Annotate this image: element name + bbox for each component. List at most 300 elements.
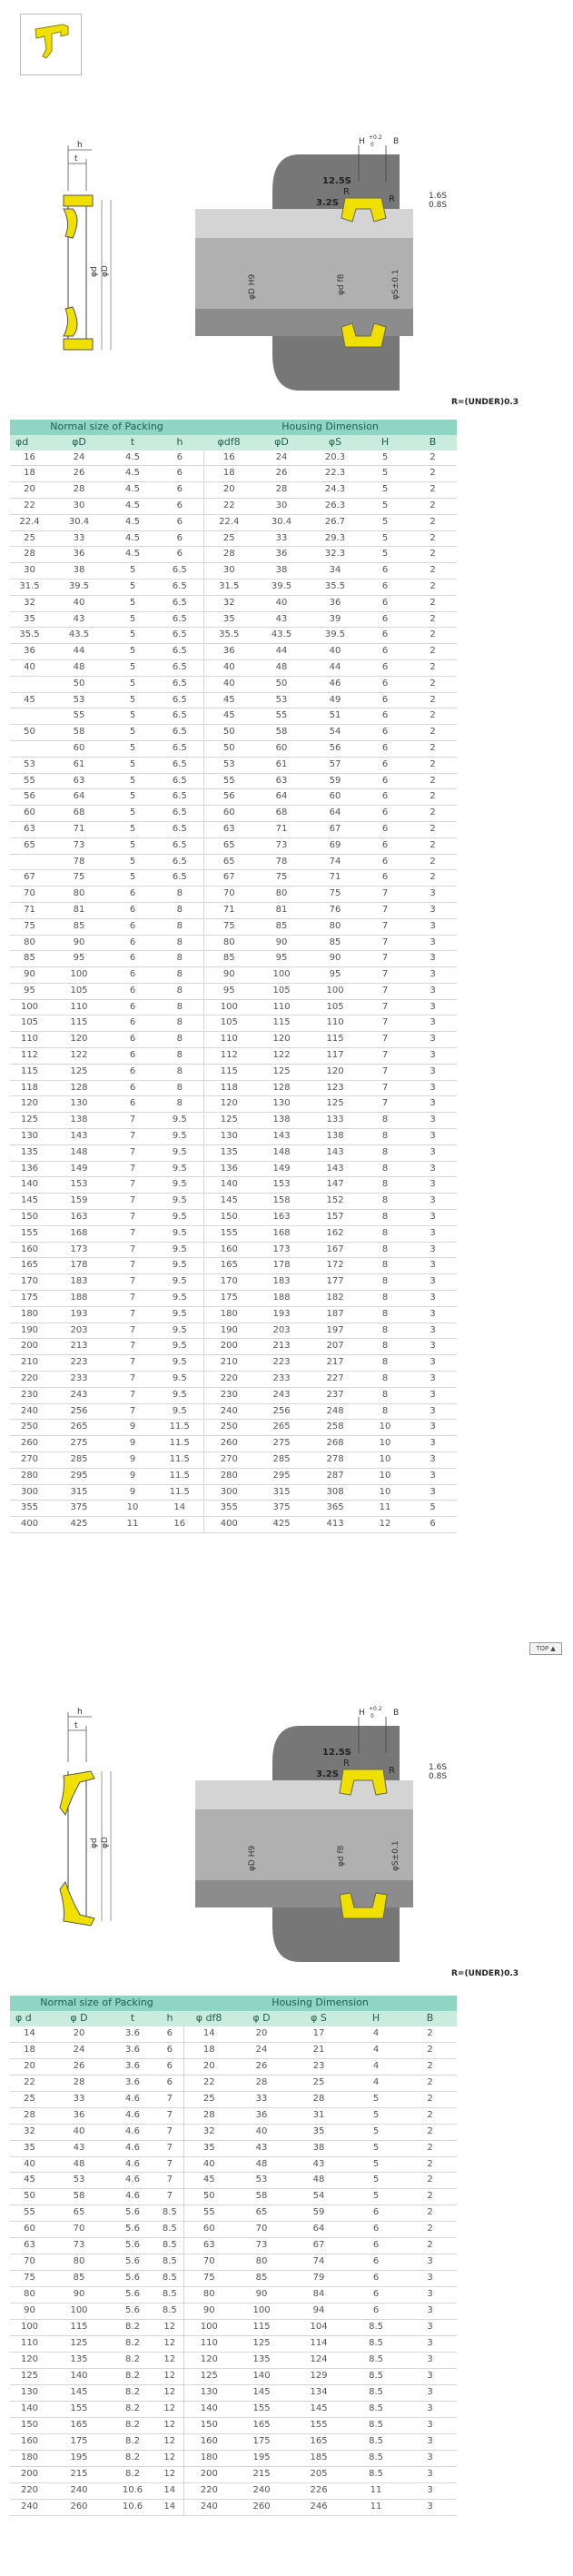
table-cell: 187	[309, 1306, 361, 1323]
table-cell: 3	[409, 918, 457, 935]
table-cell: 100	[309, 983, 361, 999]
table-cell: 240	[203, 1403, 254, 1420]
table-cell: 223	[254, 1355, 309, 1372]
table-cell: 8	[156, 999, 203, 1016]
label-rod-phi-d: φd f8	[337, 273, 346, 295]
table-cell: 125	[10, 1113, 49, 1129]
table-cell: 30.4	[49, 514, 109, 530]
table-cell: 178	[254, 1258, 309, 1274]
table-cell: 3	[409, 1080, 457, 1096]
table-cell: 3	[409, 1258, 457, 1274]
table-cell: 8.5	[156, 2222, 183, 2238]
table-cell: 80	[10, 935, 49, 951]
table-cell: 135	[234, 2352, 289, 2368]
table-cell: 115	[254, 1016, 309, 1032]
table-cell: 6	[349, 2271, 403, 2287]
table-cell: 8	[156, 983, 203, 999]
label-B: B	[393, 1709, 400, 1718]
table-row	[10, 2173, 457, 2189]
label-surface-1-6S: 1.6S	[429, 1763, 448, 1772]
table-cell: 70	[10, 2254, 49, 2271]
table-cell: 3	[409, 1161, 457, 1177]
table-cell: 425	[254, 1517, 309, 1533]
label-surface-3-2S: 3.2S	[316, 1769, 339, 1779]
table-row	[10, 2271, 457, 2287]
table-cell: 64	[289, 2222, 349, 2238]
table-cell: 71	[254, 821, 309, 837]
table-cell: 183	[254, 1274, 309, 1291]
table-cell: 6	[109, 1096, 156, 1113]
table-row	[10, 595, 457, 611]
table-cell: 95	[254, 951, 309, 967]
table-cell: 3	[409, 1484, 457, 1501]
table-cell: 125	[49, 1064, 109, 1080]
table-cell: 237	[309, 1387, 361, 1403]
table-row	[10, 2124, 457, 2140]
table-cell: 8.5	[156, 2287, 183, 2304]
table-cell: 8.2	[109, 2368, 156, 2384]
table-cell: 25	[203, 530, 254, 547]
table-cell: 2	[403, 2026, 457, 2042]
table-cell: 7	[109, 1144, 156, 1161]
table-cell: 65	[203, 837, 254, 854]
table-cell: 11	[361, 1501, 409, 1517]
table-cell: 8	[156, 887, 203, 903]
table-cell: 85	[254, 918, 309, 935]
column-header: t	[109, 2011, 156, 2026]
table-cell: 140	[234, 2368, 289, 2384]
table-cell: 413	[309, 1517, 361, 1533]
table-cell: 4.6	[109, 2091, 156, 2107]
table-cell: 29.3	[309, 530, 361, 547]
table-cell: 22	[10, 2075, 49, 2091]
table-cell: 6	[109, 1016, 156, 1032]
table-cell: 233	[49, 1372, 109, 1388]
table-cell: 287	[309, 1468, 361, 1484]
table-cell: 5.6	[109, 2287, 156, 2304]
table-row	[10, 1048, 457, 1065]
table-cell: 5	[109, 854, 156, 870]
table-cell: 8	[361, 1355, 409, 1372]
table-cell: 78	[49, 854, 109, 870]
table-row	[10, 935, 457, 951]
table-cell: 100	[10, 999, 49, 1016]
table-cell: 8	[361, 1161, 409, 1177]
table-cell: 8.5	[349, 2466, 403, 2482]
table-cell: 170	[203, 1274, 254, 1291]
table-cell: 295	[254, 1468, 309, 1484]
table-cell: 63	[10, 821, 49, 837]
table-row	[10, 1339, 457, 1355]
table-cell: 2	[409, 740, 457, 757]
table-row	[10, 2026, 457, 2042]
table-cell: 95	[309, 967, 361, 984]
table-cell: 70	[203, 887, 254, 903]
table-cell: 33	[234, 2091, 289, 2107]
table-cell: 35	[183, 2140, 234, 2156]
table-row	[10, 1210, 457, 1226]
table-cell: 165	[203, 1258, 254, 1274]
table-cell: 22.4	[203, 514, 254, 530]
table-row	[10, 530, 457, 547]
table-cell: 4.6	[109, 2124, 156, 2140]
table-cell: 20	[203, 482, 254, 499]
table-cell: 100	[10, 2320, 49, 2336]
table-cell: 6	[156, 451, 203, 466]
table-row	[10, 870, 457, 887]
table-cell: 100	[183, 2320, 234, 2336]
table-cell: 5	[109, 579, 156, 595]
table-cell: 58	[49, 725, 109, 741]
table-cell: 6	[361, 837, 409, 854]
table-cell: 7	[156, 2091, 183, 2107]
table-cell: 24	[234, 2042, 289, 2058]
table-cell: 6	[409, 1517, 457, 1533]
table-cell: 105	[203, 1016, 254, 1032]
table-cell: 8.5	[349, 2401, 403, 2417]
table-cell: 6	[109, 887, 156, 903]
packing-section-left	[64, 145, 111, 350]
table-cell: 61	[254, 757, 309, 773]
table-cell: 240	[10, 2499, 49, 2515]
table-cell: 45	[183, 2173, 234, 2189]
table-cell: 155	[289, 2417, 349, 2433]
table-row	[10, 757, 457, 773]
table-cell: 50	[203, 740, 254, 757]
table-cell: 28	[10, 2107, 49, 2124]
table-cell: 9.5	[156, 1355, 203, 1372]
table-cell: 9.5	[156, 1387, 203, 1403]
column-header: φD	[254, 435, 309, 451]
label-t: t	[74, 1721, 78, 1730]
table-row	[10, 611, 457, 628]
table-cell: 53	[49, 692, 109, 708]
table-cell: 46	[309, 676, 361, 692]
table-cell: 71	[203, 902, 254, 918]
table-cell: 3	[409, 1452, 457, 1469]
table-cell: 6	[156, 2042, 183, 2058]
table-row	[10, 2238, 457, 2254]
table-cell: 167	[309, 1242, 361, 1258]
table-cell: 6.5	[156, 676, 203, 692]
table-cell: 285	[254, 1452, 309, 1469]
table-cell: 220	[10, 2482, 49, 2499]
table-cell: 110	[309, 1016, 361, 1032]
table-cell: 145	[10, 1194, 49, 1210]
table-cell: 115	[49, 2320, 109, 2336]
table-cell: 6.5	[156, 644, 203, 660]
table-cell: 3	[409, 902, 457, 918]
table-cell: 6	[156, 482, 203, 499]
table-cell: 8.5	[156, 2304, 183, 2320]
table-cell: 40	[10, 659, 49, 676]
column-header: φd	[10, 435, 49, 451]
table-cell: 10	[109, 1501, 156, 1517]
table-cell: 8	[156, 1048, 203, 1065]
table-cell: 188	[49, 1291, 109, 1307]
table-cell: 200	[183, 2466, 234, 2482]
table-cell: 68	[254, 806, 309, 822]
table-cell: 150	[183, 2417, 234, 2433]
table-cell: 6	[109, 1048, 156, 1065]
table-cell: 5	[349, 2107, 403, 2124]
table-cell: 36	[49, 2107, 109, 2124]
table-cell: 63	[49, 773, 109, 789]
table-row	[10, 1080, 457, 1096]
table-cell: 9.5	[156, 1161, 203, 1177]
table-cell: 55	[10, 2205, 49, 2222]
table-cell: 3.6	[109, 2026, 156, 2042]
table-cell: 268	[309, 1436, 361, 1452]
table-cell: 11.5	[156, 1436, 203, 1452]
label-phi-S: φS±0.1	[391, 1840, 400, 1871]
table-cell: 125	[183, 2368, 234, 2384]
table-row	[10, 967, 457, 984]
table-cell: 11	[349, 2499, 403, 2515]
table-cell: 3	[409, 1194, 457, 1210]
table-cell: 31.5	[10, 579, 49, 595]
table-cell: 3	[403, 2254, 457, 2271]
table-cell: 5.6	[109, 2254, 156, 2271]
table-cell: 243	[254, 1387, 309, 1403]
table-cell: 12	[156, 2417, 183, 2433]
table-cell: 6	[361, 659, 409, 676]
table-cell: 227	[309, 1372, 361, 1388]
table-cell: 9.5	[156, 1113, 203, 1129]
column-header: φ d	[10, 2011, 49, 2026]
table-cell: 3	[409, 983, 457, 999]
table-cell: 200	[10, 1339, 49, 1355]
table-row	[10, 2304, 457, 2320]
table-cell: 136	[10, 1161, 49, 1177]
table-cell: 8.5	[349, 2352, 403, 2368]
column-header: φ S	[289, 2011, 349, 2026]
table-cell: 30.4	[254, 514, 309, 530]
table-cell: 60	[309, 789, 361, 806]
table-cell: 300	[203, 1484, 254, 1501]
label-H-tol: +0.2	[369, 134, 382, 141]
table-cell: 40	[309, 644, 361, 660]
top-button[interactable]: TOP ▲	[529, 1642, 562, 1655]
table-cell: 168	[49, 1225, 109, 1242]
table-cell: 7	[109, 1355, 156, 1372]
table-cell: 3	[409, 1468, 457, 1484]
table-cell: 6.5	[156, 773, 203, 789]
table-cell: 44	[254, 644, 309, 660]
table-row	[10, 1064, 457, 1080]
table-cell: 90	[234, 2287, 289, 2304]
table-cell: 118	[203, 1080, 254, 1096]
table-cell: 160	[10, 1242, 49, 1258]
table-cell: 138	[254, 1113, 309, 1129]
table-cell: 35	[10, 2140, 49, 2156]
table-cell: 7	[109, 1113, 156, 1129]
column-header: φdf8	[203, 435, 254, 451]
table-cell: 90	[10, 967, 49, 984]
table-cell: 118	[10, 1080, 49, 1096]
table-cell: 75	[183, 2271, 234, 2287]
table-cell: 50	[10, 2189, 49, 2205]
table-cell: 9.5	[156, 1144, 203, 1161]
table-cell: 105	[309, 999, 361, 1016]
table-cell: 90	[49, 935, 109, 951]
table-cell: 67	[10, 870, 49, 887]
table-cell: 100	[254, 967, 309, 984]
table-cell: 8	[156, 1096, 203, 1113]
table-cell: 6	[109, 1064, 156, 1080]
table-cell: 22	[203, 498, 254, 514]
table-cell: 8.5	[156, 2271, 183, 2287]
table-cell: 26	[234, 2058, 289, 2075]
table-cell: 7	[109, 1291, 156, 1307]
table-cell: 48	[49, 2156, 109, 2173]
table-cell: 85	[309, 935, 361, 951]
table-cell: 256	[254, 1403, 309, 1420]
table-cell: 158	[254, 1194, 309, 1210]
table-cell: 7	[361, 983, 409, 999]
table-cell	[10, 676, 49, 692]
table-cell: 53	[49, 2173, 109, 2189]
table-cell: 168	[254, 1225, 309, 1242]
housing-rod-section	[195, 154, 413, 391]
table-cell: 73	[49, 2238, 109, 2254]
table-cell: 157	[309, 1210, 361, 1226]
table-cell: 4	[349, 2042, 403, 2058]
table-cell: 7	[361, 1048, 409, 1065]
label-phi-D: φD	[101, 1837, 110, 1848]
table-row	[10, 773, 457, 789]
table-cell: 120	[10, 2352, 49, 2368]
table-cell: 3	[409, 1339, 457, 1355]
table-cell: 6	[109, 1080, 156, 1096]
group-header-housing: Housing Dimension	[203, 420, 457, 435]
table-row	[10, 1452, 457, 1469]
table-cell: 110	[10, 1032, 49, 1048]
table-cell: 75	[203, 918, 254, 935]
group-header-packing: Normal size of Packing	[10, 1996, 183, 2011]
table-cell: 5.6	[109, 2238, 156, 2254]
table-cell: 3	[409, 1387, 457, 1403]
table-cell: 44	[49, 644, 109, 660]
table-cell: 75	[254, 870, 309, 887]
table-cell: 36	[254, 547, 309, 563]
table-row	[10, 1113, 457, 1129]
table-row	[10, 1258, 457, 1274]
table-row	[10, 725, 457, 741]
table-cell: 36	[309, 595, 361, 611]
table-cell: 26	[49, 466, 109, 482]
table-cell: 140	[10, 2401, 49, 2417]
table-cell: 50	[203, 725, 254, 741]
label-H-tol: +0.2	[369, 1706, 382, 1712]
table-cell: 256	[49, 1403, 109, 1420]
table-cell: 5.6	[109, 2304, 156, 2320]
table-cell: 40	[10, 2156, 49, 2173]
table-cell: 75	[10, 918, 49, 935]
table-cell: 6	[156, 547, 203, 563]
table-cell: 133	[309, 1113, 361, 1129]
table-cell: 6	[349, 2254, 403, 2271]
table-cell: 300	[10, 1484, 49, 1501]
table-cell: 280	[10, 1468, 49, 1484]
table-cell: 28	[203, 547, 254, 563]
table-cell: 6	[361, 563, 409, 580]
table-cell: 43	[254, 611, 309, 628]
table-cell: 2	[403, 2222, 457, 2238]
table-row	[10, 644, 457, 660]
table-cell: 400	[203, 1517, 254, 1533]
table-cell: 28	[234, 2075, 289, 2091]
table-cell: 120	[309, 1064, 361, 1080]
table-cell: 6	[361, 725, 409, 741]
table-cell: 5	[361, 451, 409, 466]
table-cell: 3	[403, 2271, 457, 2287]
table-cell: 165	[289, 2433, 349, 2450]
table-cell: 3	[403, 2433, 457, 2450]
table-cell: 207	[309, 1339, 361, 1355]
table-cell: 162	[309, 1225, 361, 1242]
table-cell: 210	[203, 1355, 254, 1372]
table-cell: 4.5	[109, 466, 156, 482]
table-cell: 6.5	[156, 611, 203, 628]
table-cell: 240	[183, 2499, 234, 2515]
table-cell: 205	[289, 2466, 349, 2482]
table-cell: 159	[49, 1194, 109, 1210]
table-cell: 6	[361, 628, 409, 644]
table-row	[10, 999, 457, 1016]
table-cell: 143	[49, 1129, 109, 1145]
label-H-tol2: 0	[370, 1713, 374, 1719]
table-cell: 3	[409, 1096, 457, 1113]
table-cell: 8	[361, 1258, 409, 1274]
table-cell: 33	[254, 530, 309, 547]
table-cell: 3	[409, 1064, 457, 1080]
table-cell: 217	[309, 1355, 361, 1372]
table-cell: 6	[361, 821, 409, 837]
table-cell: 100	[49, 2304, 109, 2320]
table-cell: 265	[49, 1420, 109, 1436]
table-cell: 8.2	[109, 2466, 156, 2482]
radius-note: R=(UNDER)0.3	[451, 398, 519, 407]
table-cell: 170	[10, 1274, 49, 1291]
table-cell: 143	[309, 1161, 361, 1177]
table-cell: 80	[309, 918, 361, 935]
table-cell: 9.5	[156, 1129, 203, 1145]
table-cell: 9.5	[156, 1242, 203, 1258]
table-cell: 39	[309, 611, 361, 628]
table-cell: 8.2	[109, 2450, 156, 2466]
table-cell: 4.5	[109, 547, 156, 563]
table-cell: 12	[156, 2352, 183, 2368]
table-cell: 129	[289, 2368, 349, 2384]
label-phi-S: φS±0.1	[391, 269, 400, 300]
table-cell: 7	[156, 2156, 183, 2173]
table-cell: 258	[309, 1420, 361, 1436]
table-cell: 53	[254, 692, 309, 708]
table-row	[10, 1501, 457, 1517]
table-cell: 220	[183, 2482, 234, 2499]
table-cell: 3	[409, 1323, 457, 1339]
table-cell: 230	[203, 1387, 254, 1403]
label-surface-1-6S: 1.6S	[429, 192, 448, 201]
table-cell: 43	[289, 2156, 349, 2173]
table-cell: 3	[409, 951, 457, 967]
table-cell: 125	[309, 1096, 361, 1113]
table-row	[10, 676, 457, 692]
table-cell: 9	[109, 1452, 156, 1469]
table-cell: 7	[156, 2189, 183, 2205]
table-cell: 22	[10, 498, 49, 514]
